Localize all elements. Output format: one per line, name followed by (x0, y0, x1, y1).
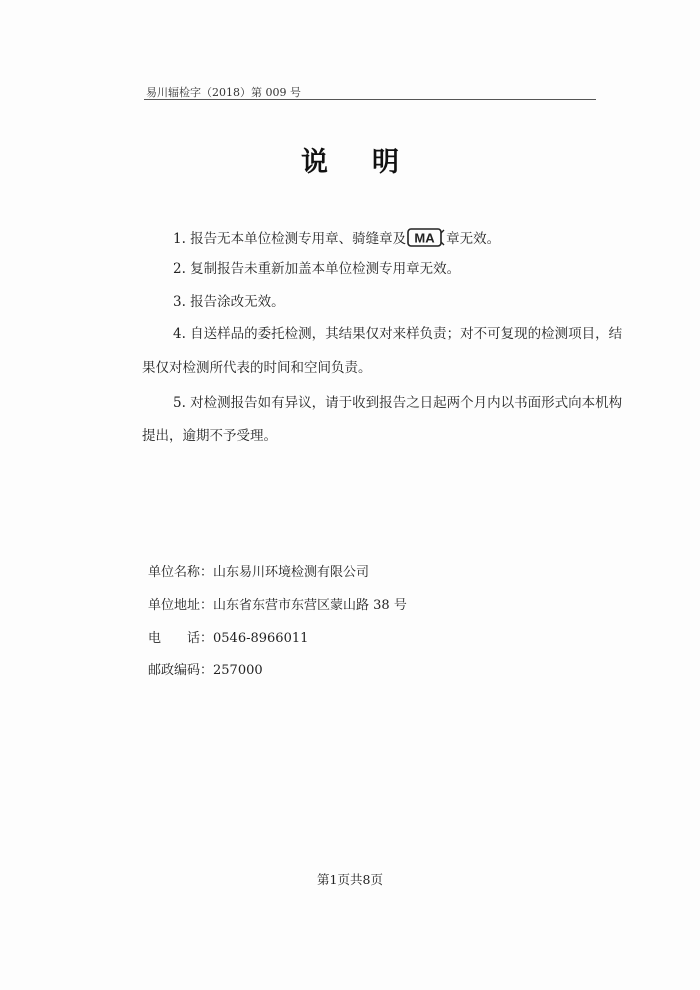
unit-address-value: 山东省东营市东营区蒙山路 38 号 (213, 598, 407, 613)
unit-address-row (148, 594, 407, 613)
note-5-text-line-1: 5. 对检测报告如有异议，请于收到报告之日起两个月内以书面形式向本机构 (173, 395, 623, 411)
note-4-line-1 (142, 324, 623, 344)
phone-value: 0546-8966011 (213, 631, 309, 646)
note-3-text: 3. 报告涂改无效。 (173, 294, 285, 310)
postcode-row (148, 659, 263, 678)
note-1-text-after: 章无效。 (446, 231, 501, 247)
postcode-value: 257000 (213, 663, 263, 678)
note-2 (142, 259, 604, 279)
note-5-text-line-2: 提出，逾期不予受理。 (142, 428, 277, 444)
page-title: 说明 (301, 147, 443, 178)
unit-address-label: 单位地址： (148, 598, 214, 613)
report-reference-number: 易川辐检字（2018）第 009 号 (146, 86, 301, 99)
postcode-label: 邮政编码： (148, 663, 214, 678)
note-2-text: 2. 复制报告未重新加盖本单位检测专用章无效。 (173, 261, 461, 277)
header-divider (144, 99, 596, 100)
note-3 (142, 292, 604, 312)
cma-mark-icon (407, 227, 445, 249)
cma-mark-text: MA (414, 230, 435, 245)
note-4-text-line-2: 果仅对检测所代表的时间和空间负责。 (142, 360, 372, 376)
note-4-line-2 (142, 358, 604, 378)
note-1-text-before: 1. 报告无本单位检测专用章、骑缝章及 (173, 231, 407, 247)
note-1 (142, 229, 604, 249)
note-5-line-2 (142, 426, 604, 446)
unit-name-label: 单位名称： (148, 565, 214, 580)
unit-name-row (148, 561, 369, 580)
page-number: 第1页共8页 (317, 872, 383, 887)
note-5-line-1 (142, 393, 623, 413)
unit-name-value: 山东易川环境检测有限公司 (213, 565, 370, 580)
phone-label: 电 话： (148, 631, 214, 646)
phone-row (148, 627, 308, 646)
note-4-text-line-1: 4. 自送样品的委托检测，其结果仅对来样负责；对不可复现的检测项目，结 (173, 326, 623, 342)
